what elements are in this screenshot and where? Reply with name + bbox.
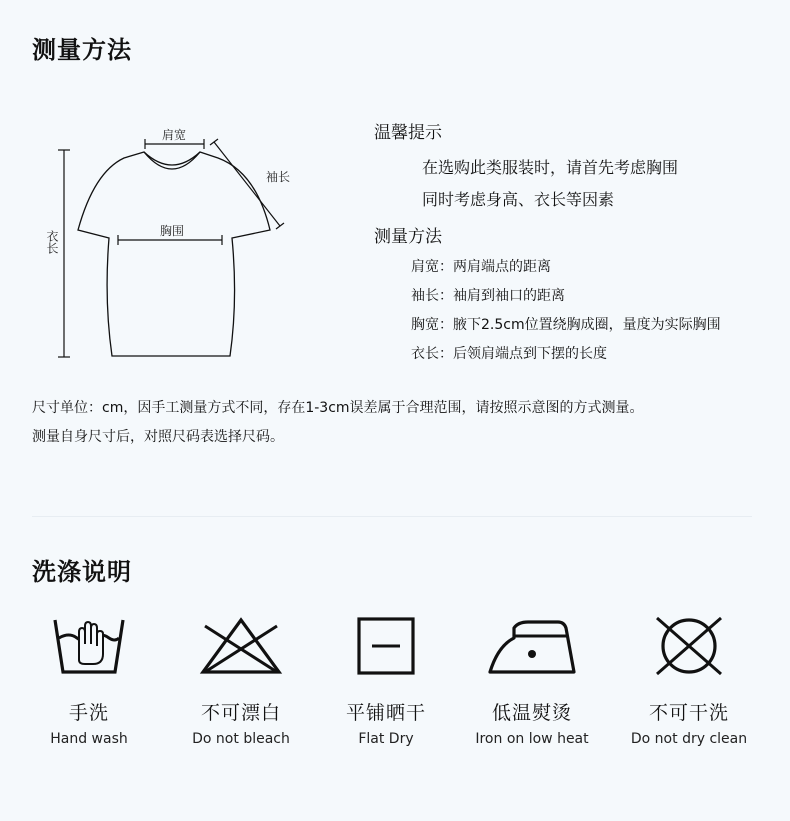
- length-label: 衣长: [45, 230, 59, 254]
- care-label-en: Do not dry clean: [630, 731, 748, 747]
- shoulder-label: 肩宽: [162, 128, 187, 142]
- care-label-zh: 手洗: [68, 702, 109, 724]
- care-item-no-dry-clean: [614, 612, 764, 747]
- tips-line: 同时考虑身高、衣长等因素: [422, 190, 615, 209]
- care-section-title: 洗涤说明: [32, 558, 132, 586]
- care-label-en: Do not bleach: [192, 731, 290, 747]
- note-line: 测量自身尺寸后，对照尺码表选择尺码。: [32, 429, 284, 445]
- method-line: 袖长：袖肩到袖口的距离: [411, 288, 565, 304]
- method-line: 肩宽：两肩端点的距离: [411, 259, 551, 275]
- care-label-en: Flat Dry: [358, 731, 414, 747]
- tshirt-outline-icon: [44, 120, 304, 370]
- sleeve-label: 袖长: [266, 170, 291, 184]
- low-iron-icon: [457, 612, 607, 680]
- measurement-note: [32, 394, 644, 452]
- care-item-no-bleach: [166, 612, 316, 747]
- care-label-zh: 低温熨烫: [491, 702, 572, 724]
- chest-label: 胸围: [160, 224, 185, 238]
- no-dry-clean-icon: [614, 612, 764, 680]
- care-label-zh: 不可干洗: [648, 702, 729, 724]
- care-label-en: Iron on low heat: [475, 731, 589, 747]
- no-bleach-icon: [166, 612, 316, 680]
- method-title: 测量方法: [374, 227, 442, 247]
- hand-wash-icon: [14, 612, 164, 680]
- tips-title: 温馨提示: [374, 123, 442, 143]
- care-item-flat-dry: [311, 612, 461, 747]
- tips-line: 在选购此类服装时，请首先考虑胸围: [422, 158, 679, 177]
- flat-dry-icon: [311, 612, 461, 680]
- care-label-en: Hand wash: [50, 731, 128, 747]
- tshirt-diagram: [44, 120, 304, 370]
- care-label-zh: 不可漂白: [200, 702, 281, 724]
- care-item-hand-wash: [14, 612, 164, 747]
- care-label-zh: 平铺晒干: [345, 702, 426, 724]
- care-item-low-iron: [457, 612, 607, 747]
- method-line: 衣长：后领肩端点到下摆的长度: [411, 346, 607, 362]
- note-line: 尺寸单位：cm，因手工测量方式不同，存在1-3cm误差属于合理范围，请按照示意图的方式测量。: [32, 400, 644, 416]
- section-divider: [32, 516, 752, 517]
- tips-panel: [374, 118, 721, 369]
- method-line: 胸宽：腋下2.5cm位置绕胸成圈，量度为实际胸围: [411, 317, 721, 333]
- measure-section-title: 测量方法: [32, 36, 132, 64]
